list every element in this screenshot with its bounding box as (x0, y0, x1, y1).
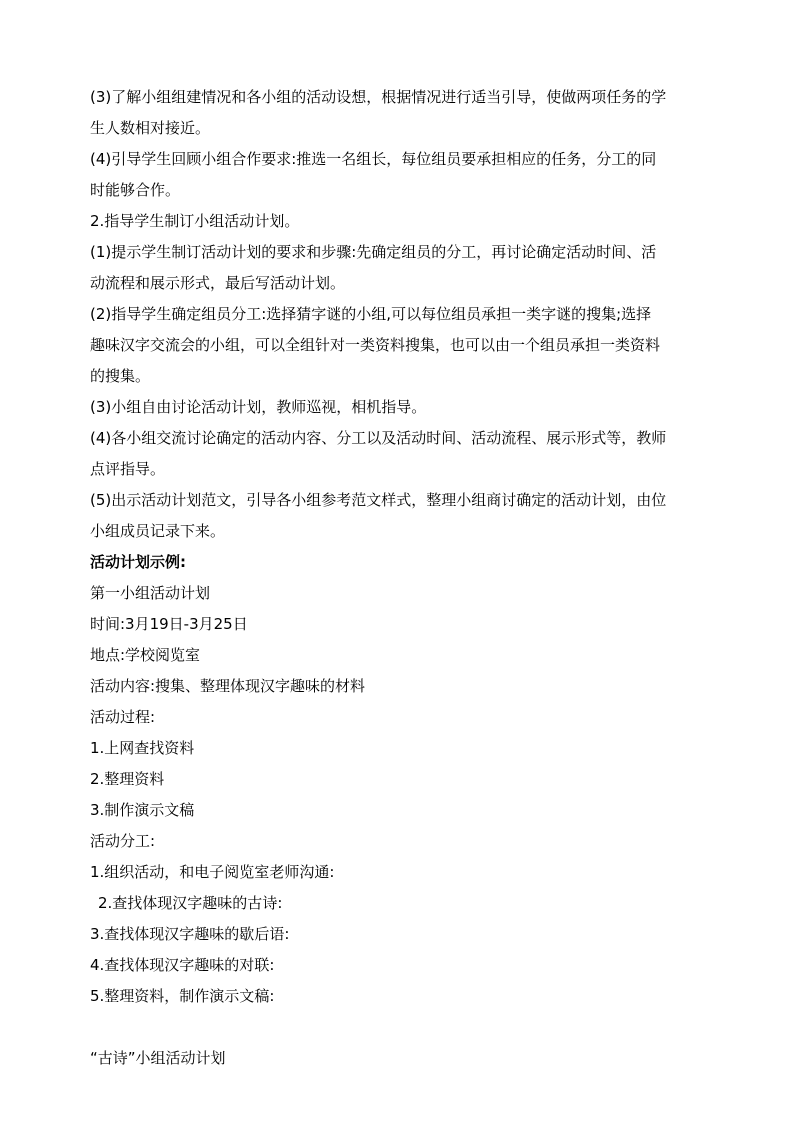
paragraph-4-line-2: 时能够合作。 (90, 181, 181, 199)
step-2-item-3: (3)小组自由讨论活动计划，教师巡视，相机指导。 (90, 398, 427, 416)
plan-division-item-1: 1.组织活动，和电子阅览室老师沟通: (90, 863, 335, 881)
paragraph-3-line-2: 生人数相对接近。 (90, 119, 211, 137)
document-body (90, 82, 702, 1074)
plan-location: 地点:学校阅览室 (90, 646, 201, 664)
poetry-group-plan-title: “古诗”小组活动计划 (90, 1049, 226, 1067)
plan-division-item-3: 3.查找体现汉字趣味的歇后语: (90, 925, 290, 943)
plan-process-item-3: 3.制作演示文稿 (90, 801, 195, 819)
plan-process-heading: 活动过程: (90, 708, 156, 726)
step-2-item-4-line-1: (4)各小组交流讨论确定的活动内容、分工以及活动时间、活动流程、展示形式等，教师 (90, 429, 667, 447)
step-2-item-2-line-3: 的搜集。 (90, 367, 151, 385)
step-2-item-1-line-1: (1)提示学生制订活动计划的要求和步骤:先确定组员的分工，再讨论确定活动时间、活 (90, 243, 657, 261)
paragraph-4-line-1: (4)引导学生回顾小组合作要求:推选一名组长，每位组员要承担相应的任务，分工的同 (90, 150, 657, 168)
plan-time: 时间:3月19日-3月25日 (90, 615, 248, 633)
step-2-item-1-line-2: 动流程和展示形式，最后写活动计划。 (90, 274, 346, 292)
plan-division-item-2: 2.查找体现汉字趣味的古诗: (98, 894, 283, 912)
paragraph-3-line-1: (3)了解小组组建情况和各小组的活动设想，根据情况进行适当引导，使做两项任务的学 (90, 88, 667, 106)
plan-division-heading: 活动分工: (90, 832, 156, 850)
plan-title: 第一小组活动计划 (90, 584, 211, 602)
step-2-item-5-line-2: 小组成员记录下来。 (90, 522, 226, 540)
step-2-item-2-line-1: (2)指导学生确定组员分工:选择猜字谜的小组,可以每位组员承担一类字谜的搜集;选择 (90, 305, 652, 323)
plan-division-item-4: 4.查找体现汉字趣味的对联: (90, 956, 275, 974)
blank-gap (90, 1012, 702, 1043)
step-2-item-2-line-2: 趣味汉字交流会的小组，可以全组针对一类资料搜集，也可以由一个组员承担一类资料 (90, 336, 661, 354)
plan-content: 活动内容:搜集、整理体现汉字趣味的材料 (90, 677, 366, 695)
plan-division-item-5: 5.整理资料，制作演示文稿: (90, 987, 275, 1005)
plan-process-item-1: 1.上网查找资料 (90, 739, 195, 757)
step-2-item-4-line-2: 点评指导。 (90, 460, 166, 478)
example-heading: 活动计划示例: (90, 553, 186, 571)
step-2-heading: 2.指导学生制订小组活动计划。 (90, 212, 300, 230)
plan-process-item-2: 2.整理资料 (90, 770, 165, 788)
step-2-item-5-line-1: (5)出示活动计划范文，引导各小组参考范文样式，整理小组商讨确定的活动计划，由位 (90, 491, 667, 509)
